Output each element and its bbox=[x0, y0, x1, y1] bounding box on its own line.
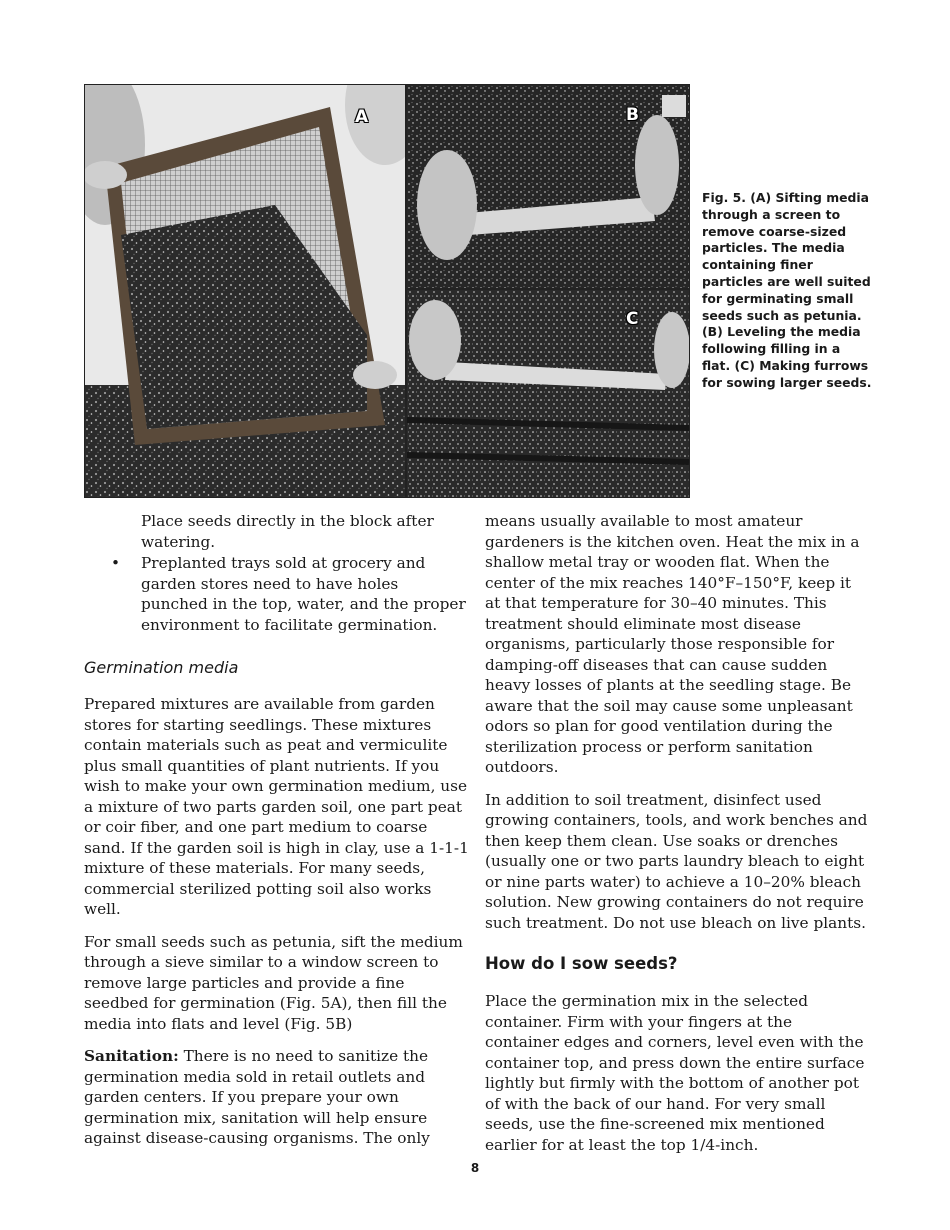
bullet-item bbox=[84, 553, 469, 635]
photo-making-furrows bbox=[407, 290, 689, 497]
sanitation-text: There is no need to sanitize the germination media sold in retail outlets and garden centers. If you prepare your own germination mix, sanitation will help ensure against disease-causing organisms. The only bbox=[84, 1047, 430, 1147]
figure-5 bbox=[84, 84, 690, 498]
figure-caption: Fig. 5. (A) Sifting media through a screen to remove coarse-sized particles. The media containing finer particles are well suited for germinating small seeds such as petunia. (B) Leveling the media following filling in a flat. (C) Making furrows for sowing larger seeds. bbox=[702, 190, 872, 390]
paragraph-disinfect-containers: In addition to soil treatment, disinfect used growing containers, tools, and work benches and then keep them clean. Use soaks or drenches (usually one or two parts laundry bleach to eight or nine parts water) to achieve a 10–20% bleach solution. New growing containers do not require such treatment. Do not use bleach on live plants. bbox=[485, 790, 868, 932]
continued-text: Place seeds directly in the block after watering. bbox=[141, 512, 434, 551]
paragraph-prepared-mixtures: Prepared mixtures are available from garden stores for starting seedlings. These mixtures contain materials such as peat and vermiculite plus small quantities of plant nutrients. If you wish to make your own germination medium, use a mixture of two parts garden soil, one part peat or coir fiber, and one part medium to coarse sand. If the garden soil is high in clay, use a 1-1-1 mixture of these materials. For many seeds, commercial sterilized potting soil also works well. bbox=[84, 695, 469, 918]
photo-leveling-media bbox=[407, 85, 689, 288]
paragraph-sanitation bbox=[84, 1046, 469, 1149]
sanitation-lead: Sanitation: bbox=[84, 1047, 179, 1065]
bullet-symbol: • bbox=[111, 554, 121, 572]
paragraph-sowing-steps: Place the germination mix in the selected container. Firm with your fingers at the container edges and corners, level even with the container top, and press down the entire surface lightly but firmly with the bottom of another pot of with the back of our hand. For very small seeds, use the fine-screened mix mentioned earlier for at least the top 1/4-inch. bbox=[485, 992, 865, 1154]
paragraph-oven-sterilization: means usually available to most amateur gardeners is the kitchen oven. Heat the mix in a shallow metal tray or wooden flat. When the center of the mix reaches 140°F–150°F, keep it at that temperature for 30–40 minutes. This treatment should eliminate most disease organisms, particularly those responsible for damping-off diseases that can cause sudden heavy losses of plants at the seedling stage. Be aware that the soil may cause some unpleasant odors so plan for good ventilation during the sterilization process or perform sanitation outdoors. bbox=[485, 512, 860, 776]
panel-label-c: C bbox=[626, 309, 639, 329]
subheading-how-to-sow: How do I sow seeds? bbox=[485, 954, 678, 973]
bullet-text: Preplanted trays sold at grocery and garden stores need to have holes punched in the top, water, and the proper environment to facilitate germination. bbox=[141, 554, 466, 634]
subheading-germination-media: Germination media bbox=[84, 658, 239, 677]
paragraph-small-seeds: For small seeds such as petunia, sift the medium through a sieve similar to a window screen to remove large particles and provide a fine seedbed for germination (Fig. 5A), then fill the media into flats and level (Fig. 5B) bbox=[84, 932, 463, 1033]
photo-sifting-media bbox=[85, 85, 405, 497]
panel-label-b: B bbox=[626, 105, 639, 125]
page-number: 8 bbox=[470, 1161, 480, 1175]
left-column bbox=[84, 511, 469, 1161]
right-column bbox=[485, 511, 870, 1167]
panel-label-a: A bbox=[355, 107, 369, 127]
